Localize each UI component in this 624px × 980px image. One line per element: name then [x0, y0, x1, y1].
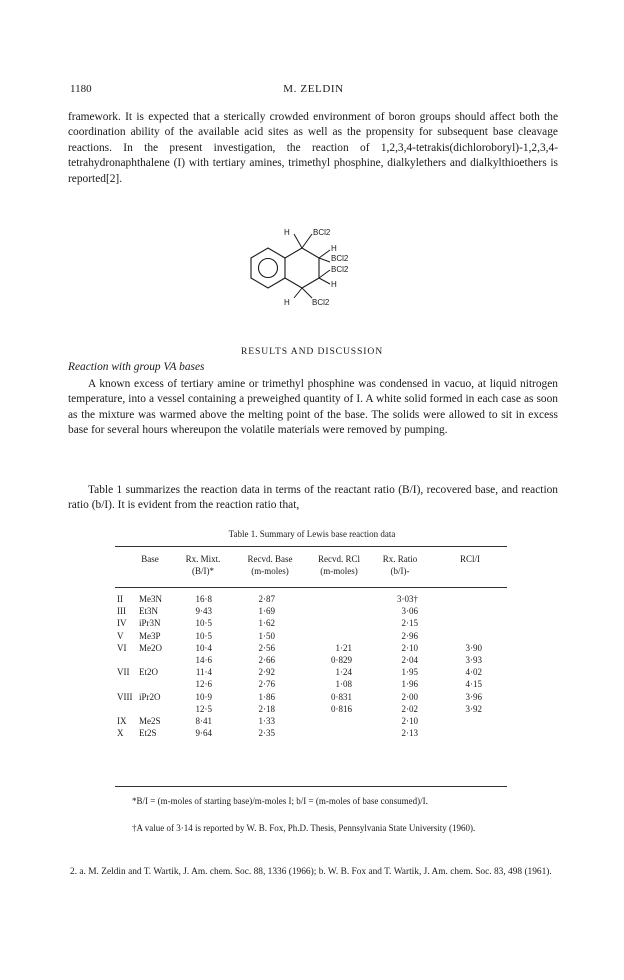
row-rx-mixt: 10·5: [195, 630, 212, 641]
header-recvd-rcl: Recvd. RCl (m-moles): [318, 554, 360, 576]
row-rx-ratio: 1·95: [401, 667, 418, 678]
row-base: Et2S: [139, 728, 157, 739]
table-footnote-ratio: *B/I = (m-moles of starting base)/m-moles I; b/I = (m-moles of base consumed)/I.: [132, 796, 428, 806]
row-rx-ratio: 2·96: [401, 630, 418, 641]
row-rcl-per-i: 3·93: [465, 654, 482, 665]
row-base: Me3N: [139, 594, 162, 604]
row-rx-ratio: 2·00: [401, 691, 418, 702]
section-title: RESULTS AND DISCUSSION: [240, 346, 384, 357]
subsection-title: Reaction with group VA bases: [68, 361, 205, 373]
row-rx-mixt: 12·5: [195, 703, 212, 714]
row-rx-mixt: 9·64: [195, 728, 212, 739]
table-row: [0, 642, 624, 654]
row-rcl-per-i: 3·96: [465, 691, 482, 702]
header-recvd-base: Recvd. Base (m-moles): [247, 554, 293, 576]
row-rx-mixt: 8·41: [195, 715, 212, 726]
table-row: [0, 654, 624, 666]
reference-2: 2. a. M. Zeldin and T. Wartik, J. Am. chem. Soc. 88, 1336 (1966); b. W. B. Fox and T. Wartik, J. Am. chem. Soc. 83, 498 (1961).: [70, 867, 552, 877]
table-row: [0, 691, 624, 703]
row-recvd-base: 1·62: [258, 618, 275, 629]
results-paragraph-2: Table 1 summarizes the reaction data in terms of the reactant ratio (B/I), recovered base, and reaction ratio (b/I). It is evident from the reaction ratio that,: [68, 484, 558, 512]
label-h5: H: [331, 280, 337, 289]
table-bottom-rule: [115, 786, 507, 787]
header-rx-ratio: Rx. Ratio (b/I)-: [382, 554, 418, 576]
table-row: [0, 703, 624, 715]
table-row: [0, 605, 624, 617]
row-rx-ratio: 2·04: [401, 654, 418, 665]
row-base: Me2S: [139, 715, 161, 726]
row-rx-mixt: 9·43: [195, 606, 212, 617]
bond-bottom-h: [294, 288, 302, 298]
page-number: 1180: [70, 83, 92, 95]
table-row: [0, 715, 624, 727]
row-rx-mixt: 14·6: [195, 654, 212, 665]
row-recvd-base: 2·66: [258, 654, 275, 665]
row-rx-mixt: 10·9: [195, 691, 212, 702]
bond-top-h: [294, 234, 302, 248]
row-recvd-base: 1·86: [258, 691, 275, 702]
intro-paragraph: framework. It is expected that a sterically crowded environment of boron groups should affect both the coordination ability of the available acid sites as well as the propensity for subsequent base cleavage reactions. In the present investigation, the reaction of 1,2,3,4-tetrakis(dichloroboryl)-1,2,3,4-tetrahydronaphthalene (I) with tertiary amines, trimethyl phosphine, dialkylethers and dialkylthioethers is reported[2].: [68, 111, 558, 185]
table-row: [0, 617, 624, 629]
row-rx-mixt: 10·5: [195, 618, 212, 629]
label-top-h: H: [284, 228, 290, 237]
bond-h5: [319, 278, 330, 284]
row-rx-mixt: 11·4: [195, 667, 212, 678]
row-recvd-base: 2·92: [258, 667, 275, 678]
row-recvd-base: 2·76: [258, 679, 275, 690]
label-h2: H: [331, 244, 337, 253]
row-rx-ratio: 2·13: [401, 728, 418, 739]
table-row: [0, 727, 624, 739]
row-recvd-base: 1·69: [258, 606, 275, 617]
header-rx-mixt: Rx. Mixt. (B/I)*: [185, 554, 221, 576]
row-recvd-rcl: 0·831: [331, 691, 352, 702]
row-recvd-base: 2·87: [258, 594, 275, 604]
row-compound-number: VI: [117, 642, 127, 653]
row-rx-ratio: 2·10: [401, 642, 418, 653]
results-paragraph-1: A known excess of tertiary amine or trimethyl phosphine was condensed in vacuo, at liquid nitrogen temperature, into a vessel containing a preweighed quantity of I. A white solid formed in each case as soon as the mixture was warmed above the melting point of the base. The solids were allowed to sit in excess base for several hours whereupon the volatile materials were removed by pumping.: [68, 378, 558, 437]
row-recvd-base: 2·56: [258, 642, 275, 653]
row-base: iPr3N: [139, 618, 161, 629]
row-recvd-rcl: 0·829: [331, 654, 352, 665]
row-rx-mixt: 10·4: [195, 642, 212, 653]
bond-h2: [319, 250, 330, 258]
label-bcl2-3: BCl2: [331, 254, 349, 263]
row-rcl-per-i: 3·90: [465, 642, 482, 653]
bond-bcl2-4: [319, 270, 330, 278]
structure-diagram: [238, 222, 378, 308]
row-recvd-rcl: 1·08: [335, 679, 352, 690]
row-rx-ratio: 2·10: [401, 715, 418, 726]
row-rx-mixt: 12·6: [195, 679, 212, 690]
row-base: Me2O: [139, 642, 162, 653]
row-compound-number: II: [117, 594, 123, 604]
row-rx-ratio: 1·96: [401, 679, 418, 690]
row-recvd-rcl: 0·816: [331, 703, 352, 714]
row-compound-number: X: [117, 728, 124, 739]
benzene-ring: [251, 248, 285, 288]
row-recvd-base: 1·33: [258, 715, 275, 726]
row-recvd-base: 2·35: [258, 728, 275, 739]
row-recvd-rcl: 1·24: [335, 667, 352, 678]
row-base: iPr2O: [139, 691, 161, 702]
bond-bottom-bcl2: [302, 288, 312, 298]
table-header-rule: [115, 587, 507, 588]
row-recvd-base: 2·18: [258, 703, 275, 714]
row-base: Et3N: [139, 606, 158, 617]
label-bcl2-4: BCl2: [331, 265, 349, 274]
row-compound-number: IX: [117, 715, 127, 726]
label-top-bcl2: BCl2: [313, 228, 331, 237]
header-rcl-per-i: RCl/I: [459, 554, 480, 564]
row-recvd-rcl: 1·21: [335, 642, 352, 653]
row-rcl-per-i: 4·02: [465, 667, 482, 678]
row-rcl-per-i: 4·15: [465, 679, 482, 690]
row-rx-mixt: 16·8: [195, 594, 212, 604]
row-base: Et2O: [139, 667, 158, 678]
aromatic-circle: [259, 259, 278, 278]
row-compound-number: VIII: [117, 691, 133, 702]
header-base: Base: [141, 554, 159, 564]
tetrahydronaphthalene-structure: [238, 222, 378, 308]
table-header: [0, 553, 624, 583]
row-compound-number: V: [117, 630, 124, 641]
saturated-ring: [285, 248, 319, 288]
row-recvd-base: 1·50: [258, 630, 275, 641]
row-rx-ratio: 2·02: [401, 703, 418, 714]
table-top-rule: [115, 546, 507, 547]
row-compound-number: IV: [117, 618, 127, 629]
table-row: [0, 593, 624, 605]
label-bottom-h: H: [284, 298, 290, 307]
row-compound-number: III: [117, 606, 126, 617]
row-rx-ratio: 2·15: [401, 618, 418, 629]
row-compound-number: VII: [117, 667, 130, 678]
row-rx-ratio: 3·03†: [397, 594, 418, 604]
bond-bcl2-3: [319, 258, 330, 262]
running-header: [70, 83, 557, 99]
table-caption: Table 1. Summary of Lewis base reaction data: [228, 529, 396, 539]
running-author: M. ZELDIN: [283, 83, 344, 95]
table-row: [0, 630, 624, 642]
table-row: [0, 678, 624, 690]
bond-top-bcl2: [302, 234, 312, 248]
table-row: [0, 666, 624, 678]
table-footnote-dagger: †A value of 3·14 is reported by W. B. Fox, Ph.D. Thesis, Pennsylvania State University (1960).: [132, 823, 476, 833]
row-base: Me3P: [139, 630, 161, 641]
row-rcl-per-i: 3·92: [465, 703, 482, 714]
label-bottom-bcl2: BCl2: [312, 298, 330, 307]
row-rx-ratio: 3·06: [401, 606, 418, 617]
table-body: [0, 593, 624, 739]
